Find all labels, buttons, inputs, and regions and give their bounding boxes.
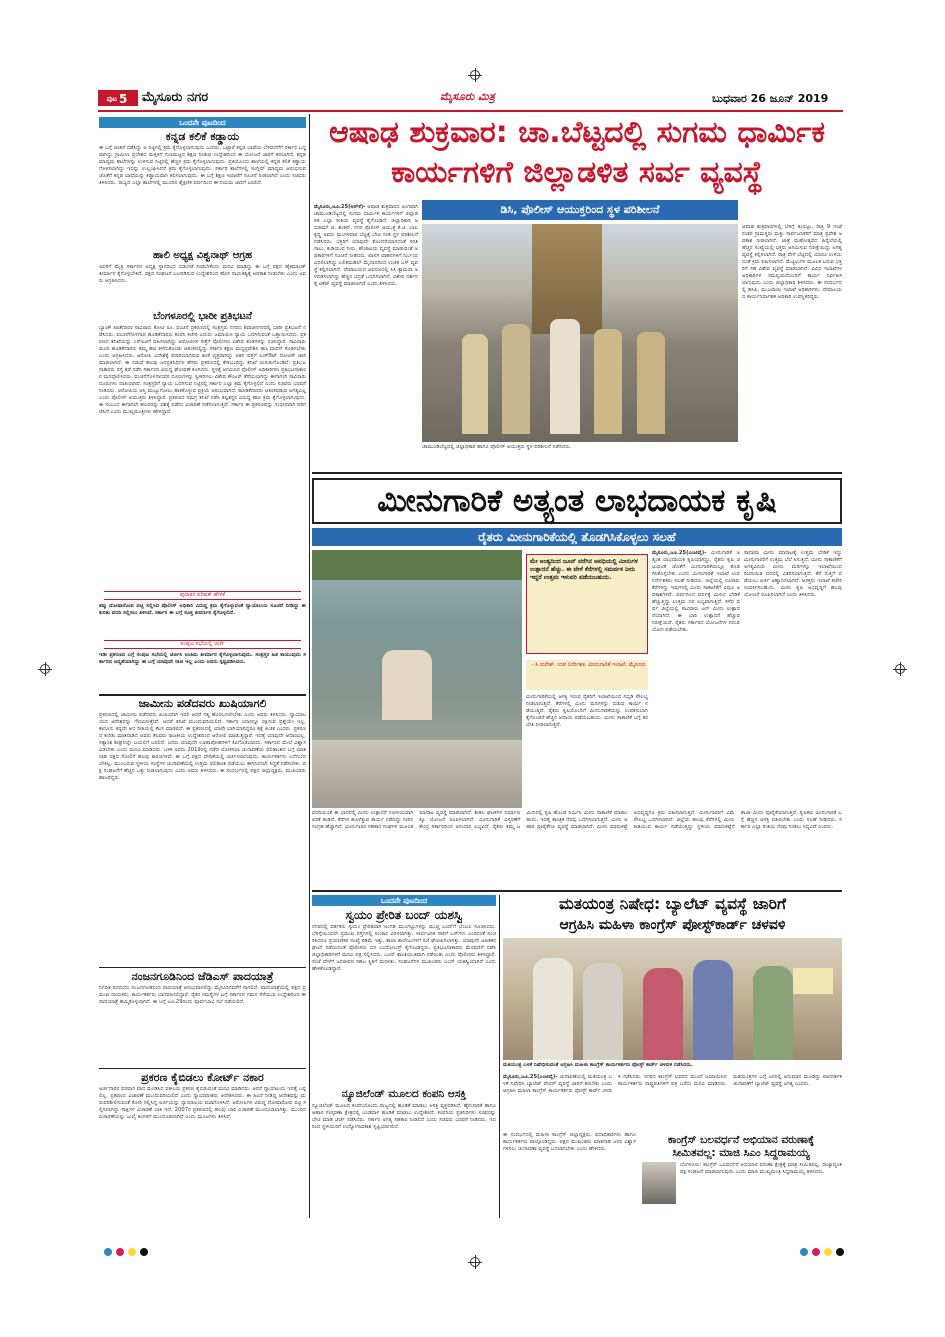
story-dateline: ಮೈಸೂರು,ಜೂ.25(ಆರ್‌ಕೆ)- xyxy=(314,204,366,210)
color-swatch xyxy=(812,1248,820,1256)
story-title-bengaluru-protest: ಬೆಂಗಳೂರಲ್ಲಿ ಭಾರೀ ಪ್ರತಿಭಟನೆ xyxy=(153,311,252,322)
continued-tag: ಒಂದನೇ ಪುಟದಿಂದ xyxy=(99,117,306,128)
column-rule xyxy=(309,114,310,1218)
person xyxy=(637,332,665,434)
inspection-photo xyxy=(422,224,738,442)
story-body: ನ್ಯೂಜಿಲೆಂಡ್ ಮೂಲದ ಕಂಪನಿಯೊಂದು ರಾಜ್ಯದಲ್ಲಿ ಹೂಡಿಕೆ ಮಾಡಲು ಆಸಕ್ತಿ ವ್ಯಕ್ತಪಡಿಸಿದೆ. ಹೈನುಗಾರಿಕೆ ಹಾಗೂ ಆಹಾರ ಸಂಸ್ಕರಣಾ ಕ್ಷೇತ್ರದಲ್ಲಿ ಬಂಡವಾಳ ಹೂಡಿಕೆ ಮಾಡಲು ಉದ್ದೇಶಿಸಿದೆ. ಕಂಪನಿಯ ಪ್ರತಿನಿಧಿಗಳು ಸಚಿವರನ್ನು ಭೇಟಿ ಮಾಡಿ ಚರ್ಚೆ ನಡೆಸಿದರು. ಸರ್ಕಾರ ಅಗತ್ಯ ಸಹಕಾರ ನೀಡಲಿದೆ ಎಂದು ಸಚಿವರು ಭರವಸೆ ನೀಡಿದರು. ಇದರಿಂದ ಸ್ಥಳೀಯರಿಗೆ ಉದ್ಯೋಗಾವಕಾಶ ಸೃಷ್ಟಿಯಾಗಲಿದೆ. xyxy=(312,1103,496,1130)
story-body: ಸಾದಾಪಾ ಮೀನು ಮಾರಾಟಕ್ಕೆ ಉತ್ತಮ ಬೇಡಿಕೆ ಇದ್ದು ಮೀನುಗಾರರಿಗೆ ಉತ್ತಮ ಬೆಲೆ ಸಿಗುತ್ತಿದೆ. ಮೀನು ಸಾಕಾಣಿಕೆಗೆ ಅಗತ್ಯವಿರುವ ಮೀನು ಮರಿಗಳನ್ನು ಇಲಾಖೆಯಿಂದ ರಿಯಾಯಿತಿ ದರದಲ್ಲಿ ವಿತರಿಸಲಾಗುತ್ತಿದೆ. ಕೆರೆ ಗುತ್ತಿಗೆ ಪಡೆಯಲು ಅರ್ಜಿ ಆಹ್ವಾನಿಸಲಾಗಿದೆ. ಆಸಕ್ತರು ಇಲಾಖೆ ಕಚೇರಿ ಸಂಪರ್ಕಿಸಬಹುದು. ಮೀನು ಕೃಷಿ ಅಭಿವೃದ್ಧಿಗೆ ಹಲವು ಯೋಜನೆ ರೂಪಿಸಲಾಗಿದೆ ಎಂದು ತಿಳಿಸಿದರು. xyxy=(744,550,842,598)
person xyxy=(382,650,432,720)
divider xyxy=(312,472,842,474)
continued-tag: ಒಂದನೇ ಪುಟದಿಂದ xyxy=(312,895,496,906)
story-body: ಇಡೀ ಪ್ರಕರಣದ ಬಗ್ಗೆ ಸಂಪುಟ ಸಭೆಯಲ್ಲಿ ಚರ್ಚಿಸಿ ಅಂತಿಮ ತೀರ್ಮಾನ ಕೈಗೊಳ್ಳಲಾಗುವುದು. ಸಂತ್ರಸ್ತರ ಹಿತ ಕಾಯುವುದು ಸರ್ಕಾರದ ಆದ್ಯತೆಯಾಗಿದ್ದು ಈ ಬಗ್ಗೆ ಯಾವುದೇ ರಾಜಿ ಇಲ್ಲ ಎಂದು ಅವರು ಸ್ಪಷ್ಟಪಡಿಸಿದರು. xyxy=(99,652,306,665)
fish-quote-box: ಮೇ ಅಂತ್ಯದಿಂದ ಜೂನ್ ವರೆಗಿನ ಅವಧಿಯಲ್ಲಿ ಮೀನುಗಳ ಉತ್ಪಾದನೆ ಹೆಚ್ಚು. ಈ ವೇಳೆ ಕೆರೆಗಳಲ್ಲಿ ಸಮರ್ಪಕ ನೀರು ಇದ್ದರೆ ಉತ್ತಮ ಇಳುವರಿ ಪಡೆಯಬಹುದು. xyxy=(526,554,648,654)
story-body: ಮೈಸೂರು,ಜೂ.25(ಎಂಟಿವೈ)- ಮೀನುಗಾರಿಕೆ ಅತ್ಯಂತ ಲಾಭದಾಯಕ ಕೃಷಿಯಾಗಿದ್ದು, ರೈತರು ಕೃಷಿ ಚಟುವಟಿಕೆ ಜೊತೆಗೆ ಮೀನುಗಾರಿಕೆಯಲ್ಲೂ ತೊಡಗಿಸಿಕೊಳ್ಳಬೇಕು ಎಂದು ಮೀನುಗಾರಿಕೆ ಇಲಾಖೆ ಉಪ ನಿರ್ದೇಶಕರು ಸಲಹೆ ನೀಡಿದರು. ಜಿಲ್ಲೆಯಲ್ಲಿ ನೂರಾರು ಕೆರೆಗಳಿದ್ದು ಇವುಗಳಲ್ಲಿ ಮೀನು ಸಾಕಾಣಿಕೆಗೆ ವಿಪುಲ ಅವಕಾಶಗಳಿವೆ. ವರ್ಷದಿಂದ ವರ್ಷಕ್ಕೆ ಮೀನಿನ ಬೇಡಿಕೆ ಹೆಚ್ಚುತ್ತಿದ್ದು ಉತ್ತಮ ದರ ಲಭ್ಯವಾಗುತ್ತಿದೆ. ಕಳೆದ ವರ್ಷ ಜಿಲ್ಲೆಯಲ್ಲಿ ಸಾವಿರಾರು ಟನ್ ಮೀನು ಉತ್ಪಾದನೆಯಾಗಿದೆ. ಈ ಬಾರಿ ಉತ್ಪಾದನೆ ಹೆಚ್ಚುವ ನಿರೀಕ್ಷೆಯಿದೆ. ರೈತರು ಸರ್ಕಾರದ ಯೋಜನೆಗಳ ಸದುಪಯೋಗ ಪಡೆಯಬೇಕು. xyxy=(652,550,740,633)
siddaramaiah-headline-line2: ಸೀಮಿತವಲ್ಲ: ಮಾಜಿ ಸಿಎಂ ಸಿದ್ದರಾಮಯ್ಯ xyxy=(672,1147,810,1159)
story-body: ನಗರದಲ್ಲಿ ವರ್ತಕರು ಸ್ವಯಂ ಪ್ರೇರಿತವಾಗಿ ಅಂಗಡಿ ಮುಂಗಟ್ಟುಗಳನ್ನು ಮುಚ್ಚಿ ಬಂದ್‌ಗೆ ಬೆಂಬಲ ಸೂಚಿಸಿದರು. ಬೆಳಿಗ್ಗೆಯಿಂದಲೇ ಪ್ರಮುಖ ರಸ್ತೆಗಳಲ್ಲಿ ಸಂಚಾರ ವಿರಳವಾಗಿತ್ತು. ಸಾರ್ವಜನಿಕ ಸಾರಿಗೆ ಬಸ್‌ಗಳು ಎಂದಿನಂತೆ ಸಂಚರಿಸಿದರೂ ಪ್ರಯಾಣಿಕರ ಸಂಖ್ಯೆ ಕಡಿಮೆ ಇತ್ತು. ಶಾಲಾ ಕಾಲೇಜುಗಳಿಗೆ ರಜೆ ಘೋಷಿಸಲಾಗಿತ್ತು. ಯಾವುದೇ ಅಹಿತಕರ ಘಟನೆ ನಡೆಯದಂತೆ ಪೊಲೀಸರು ಬಿಗಿ ಬಂದೋಬಸ್ತ್ ಕೈಗೊಂಡಿದ್ದರು. ಪ್ರತಿಭಟನಾಕಾರರು ಮೆರವಣಿಗೆ ನಡೆಸಿ ಜಿಲ್ಲಾಧಿಕಾರಿಗಳಿಗೆ ಮನವಿ ಪತ್ರ ಸಲ್ಲಿಸಿದರು. ಬಂದ್ ಶಾಂತಿಯುತವಾಗಿ ನಡೆಯಿತು ಎಂದು ಪೊಲೀಸರು ತಿಳಿಸಿದ್ದಾರೆ. ಸಂಜೆ ವೇಳೆಗೆ ಜನಜೀವನ ಸಹಜ ಸ್ಥಿತಿಗೆ ಮರಳಿತು. ಸಂಘಟನೆಗಳ ಮುಖಂಡರು ಬಂದ್ ಯಶಸ್ವಿಯಾಗಿದೆ ಎಂದು ಹೇಳಿಕೊಂಡಿದ್ದಾರೆ. xyxy=(312,924,496,972)
story-body: ಅರ್ಜಿದಾರರ ಪರವಾಗಿ ವಾದ ಮಂಡಿಸಿದ ವಕೀಲರು ಪ್ರಕರಣ ಕೈಬಿಡುವಂತೆ ಮನವಿ ಮಾಡಿದರು. ಆದರೆ ನ್ಯಾಯಾಲಯ ಇದಕ್ಕೆ ಒಪ್ಪಲಿಲ್ಲ. ಪ್ರಕರಣದ ವಿಚಾರಣೆ ಮುಂದುವರಿಯಲಿದೆ ಎಂದು ನ್ಯಾಯಾಧೀಶರು ಆದೇಶಿಸಿದರು. ಈ ಹಿಂದೆ ನೀಡಿದ್ದ ಆದೇಶವನ್ನು ಮರುಪರಿಶೀಲಿಸುವಂತೆ ಕೋರಿ ಸಲ್ಲಿಸಿದ್ದ ಅರ್ಜಿಯನ್ನು ನ್ಯಾಯಾಲಯ ವಜಾಗೊಳಿಸಿದೆ. ಆರೋಪಿಗಳ ವಿರುದ್ಧ ದೋಷಾರೋಪ ಪಟ್ಟಿ ಸಲ್ಲಿಸಲಾಗಿದ್ದು ಸಾಕ್ಷಿಗಳ ವಿಚಾರಣೆ ಬಾಕಿ ಇದೆ. 2007ರ ಪ್ರಕರಣದಲ್ಲಿ ಹಲವು ಬಾರಿ ವಿಚಾರಣೆ ಮುಂದೂಡಲಾಗಿತ್ತು. ಮುಂದಿನ ವಿಚಾರಣೆಯನ್ನು ಜುಲೈ ತಿಂಗಳಿಗೆ ಮುಂದೂಡಲಾಗಿದೆ ಎಂದು ಮೂಲಗಳು ತಿಳಿಸಿವೆ. xyxy=(99,1086,306,1120)
person xyxy=(643,968,683,1060)
color-swatch xyxy=(128,1248,136,1256)
temple-gopura xyxy=(532,224,602,334)
person xyxy=(693,960,733,1060)
registration-mark xyxy=(40,664,50,674)
top-story-headline-line1: ಆಷಾಢ ಶುಕ್ರವಾರ: ಚಾ.ಬೆಟ್ಟದಲ್ಲಿ ಸುಗಮ ಧಾರ್ಮಿಕ xyxy=(328,115,826,150)
color-swatch xyxy=(836,1248,844,1256)
column-rule xyxy=(499,895,500,1218)
fish-harvest-photo xyxy=(312,550,522,808)
divider xyxy=(99,967,306,968)
header-rule xyxy=(98,110,843,112)
story-body: ಈ ಸಂದರ್ಭದಲ್ಲಿ ಮಹಿಳಾ ಕಾಂಗ್ರೆಸ್ ಜಿಲ್ಲಾಧ್ಯಕ್ಷರು, ಪದಾಧಿಕಾರಿಗಳು ಹಾಗೂ ಕಾರ್ಯಕರ್ತರು ಪಾಲ್ಗೊಂಡಿದ್ದರು. ಪಕ್ಷದ ಮುಖಂಡರು ಮಾತನಾಡಿ ಜನರ ವಿಶ್ವಾಸ ಗಳಿಸಲು ಚುನಾವಣಾ ವ್ಯವಸ್ಥೆ ಬದಲಾಗಬೇಕು ಎಂದು ಹೇಳಿದರು. xyxy=(503,1132,636,1152)
story-title-court-refusal: ಪ್ರಕರಣ ಕೈಬಿಡಲು ಕೋರ್ಟ್ ನಕಾರ xyxy=(141,1071,264,1084)
pullquote-banner: ಸಂಪುಟ ಸಭೆಯಲ್ಲಿ ಚರ್ಚೆ xyxy=(104,640,301,649)
color-swatch xyxy=(140,1248,148,1256)
color-swatch xyxy=(824,1248,832,1256)
story-body: ಮೈಸೂರು,ಜೂ.25(ಆರ್‌ಕೆ)- ಆಷಾಢ ಶುಕ್ರವಾರದ ಅಂಗವಾಗಿ ಚಾಮುಂಡಿಬೆಟ್ಟದಲ್ಲಿ ಸುಗಮ ಧಾರ್ಮಿಕ ಕಾರ್ಯಗಳಿಗೆ ಜಿಲ್ಲಾಡಳಿತ ಎಲ್ಲಾ ರೀತಿಯ ವ್ಯವಸ್ಥೆ ಕೈಗೊಂಡಿದೆ. ಜಿಲ್ಲಾಧಿಕಾರಿ ಅಭಿರಾಮ್ ಜಿ. ಶಂಕರ್, ನಗರ ಪೊಲೀಸ್ ಆಯುಕ್ತ ಕೆ.ಟಿ. ಬಾಲಕೃಷ್ಣ ಅವರು ಮಂಗಳವಾರ ಬೆಟ್ಟಕ್ಕೆ ಭೇಟಿ ನೀಡಿ ಸ್ಥಳ ಪರಿಶೀಲನೆ ನಡೆಸಿದರು. ಭಕ್ತರಿಗೆ ಯಾವುದೇ ತೊಂದರೆಯಾಗದಂತೆ ಸರತಿ ಸಾಲು, ಕುಡಿಯುವ ನೀರು, ಶೌಚಾಲಯ ವ್ಯವಸ್ಥೆ ಮಾಡುವಂತೆ ಅಧಿಕಾರಿಗಳಿಗೆ ಸೂಚನೆ ನೀಡಿದರು. ಖಾಸಗಿ ವಾಹನಗಳಿಗೆ ನಿರ್ಬಂಧ ವಿಧಿಸಲಾಗಿದ್ದು ಲಲಿತಮಹಲ್ ಮೈದಾನದಿಂದ ಉಚಿತ ಬಸ್ ವ್ಯವಸ್ಥೆ ಕಲ್ಪಿಸಲಾಗಿದೆ. ದೇವಾಲಯದ ಆವರಣದಲ್ಲಿ ಸಿಸಿ ಕ್ಯಾಮರಾ ಅಳವಡಿಸಲಾಗಿದ್ದು ಹೆಚ್ಚಿನ ಭದ್ರತೆ ಒದಗಿಸಲಾಗಿದೆ. ವಿಶೇಷ ದರ್ಶನಕ್ಕೆ ಟಿಕೆಟ್ ವ್ಯವಸ್ಥೆ ಮಾಡಲಾಗಿದೆ ಎಂದು ತಿಳಿಸಿದರು. xyxy=(314,204,418,287)
story-dateline: ಮೈಸೂರು,ಜೂ.25(ಎಂಟಿವೈ)- xyxy=(652,550,707,556)
person xyxy=(533,958,573,1060)
divider xyxy=(99,1068,306,1069)
story-title-jds-padayatra: ನಂಜನಗೂಡಿನಿಂದ ಜೆಡಿಎಸ್ ಪಾದಯಾತ್ರೆ xyxy=(131,970,274,983)
section-title: ಮೈಸೂರು ನಗರ xyxy=(142,90,209,105)
page-label: ಪುಟ xyxy=(106,94,117,103)
person xyxy=(550,319,580,434)
story-dateline: ಮೈಸೂರು,ಜೂ.25(ಎಂಟಿವೈ)- xyxy=(503,1074,558,1080)
pullquote-banner: ಪುರಾತನ ಪರಿಷತ್ ಹೇಳಿಕೆ xyxy=(104,591,301,600)
photo-caption: ಚಾಮುಂಡಿಬೆಟ್ಟದಲ್ಲಿ ಜಿಲ್ಲಾಧಿಕಾರಿ ಹಾಗೂ ಪೊಲೀಸ್ ಆಯುಕ್ತರು ಸ್ಥಳ ಪರಿಶೀಲನೆ ನಡೆಸಿದರು. xyxy=(422,444,572,450)
person xyxy=(462,334,488,434)
story-title-bail: ಜಾಮೀನು ಪಡೆದವರು ಖುಷಿಯಾಗಲಿ xyxy=(138,697,267,710)
page-number-badge xyxy=(98,90,138,106)
fish-quote-attribution: - ಸಿ.ಸುರೇಶ್, ಉಪ ನಿರ್ದೇಶಕ, ಮೀನುಗಾರಿಕೆ ಇಲಾಖೆ, ಮೈಸೂರು xyxy=(526,660,648,690)
person xyxy=(753,966,793,1060)
story-body: ಆಷಾಢ ಶುಕ್ರವಾರಗಳಲ್ಲಿ ಬೆಳಿಗ್ಗೆ ತಂಬಿಟ್ಟು, ರಾತ್ರಿ 9 ಗಂಟೆ ನಂತರ ಗ್ರಾಮಸ್ಥರು ಮತ್ತು ಸಾರ್ವಜನಿಕರಿಗೆ ಮಾತ್ರ ಪ್ರವೇಶ ಅವಕಾಶ ನೀಡಲಾಗಿದೆ. ಜಾತ್ರೆ ಮಹೋತ್ಸವದ ಹಿನ್ನೆಲೆಯಲ್ಲಿ ಹೆಚ್ಚಿನ ಸಂಖ್ಯೆಯಲ್ಲಿ ಭಕ್ತರು ಆಗಮಿಸುವ ನಿರೀಕ್ಷೆಯಿದ್ದು ಅಗತ್ಯ ವ್ಯವಸ್ಥೆ ಕಲ್ಪಿಸಲಾಗಿದೆ. ರಾತ್ರಿ ವೇಳೆ ಬೆಟ್ಟದಲ್ಲಿ ಯಾರೂ ಉಳಿಯದಂತೆ ಕ್ರಮ ವಹಿಸಲಾಗಿದೆ. ಮೆಟ್ಟಿಲುಗಳ ಮೂಲಕ ಬರುವ ಭಕ್ತರಿಗೆ ಸಹ ವಿಶೇಷ ವ್ಯವಸ್ಥೆ ಮಾಡಲಾಗಿದೆ. ವಿವಿಧ ಇಲಾಖೆಗಳ ಅಧಿಕಾರಿಗಳ ಸಮನ್ವಯದೊಂದಿಗೆ ಕಾರ್ಯ ನಿರ್ವಹಿಸಲಾಗುವುದು ಎಂದು ಜಿಲ್ಲಾಧಿಕಾರಿ ತಿಳಿಸಿದರು. ಈ ಸಂದರ್ಭದಲ್ಲಿ ಡಿಸಿಪಿ, ಮುಜರಾಯಿ ಇಲಾಖೆ ಅಧಿಕಾರಿಗಳು, ದೇವಾಲಯದ ಕಾರ್ಯನಿರ್ವಾಹಕ ಅಧಿಕಾರಿ ಉಪಸ್ಥಿತರಿದ್ದರು. xyxy=(742,224,842,300)
story-body: ಬ್ಯಾಂಕ್ ಖಾತೆದಾರರ ಸಾವಿರಾರು ಕೋಟಿ ರೂ. ವಂಚನೆ ಪ್ರಕರಣದಲ್ಲಿ ಸಂತ್ರಸ್ತರು ನಗರದ ಶಿವಾಜಿನಗರದಲ್ಲಿ ಭಾರೀ ಪ್ರತಿಭಟನೆ ನಡೆಸಿದರು. ವಂಚನೆಗೊಳಗಾದ ಹೂಡಿಕೆದಾರರು ಕಂಪನಿ ಕಚೇರಿ ಎದುರು ಜಮಾಯಿಸಿ ನ್ಯಾಯ ಒದಗಿಸುವಂತೆ ಒತ್ತಾಯಿಸಿದರು. ಪ್ರಕರಣದ ತನಿಖೆಯನ್ನು ಎಸ್‌ಐಟಿಗೆ ವಹಿಸಲಾಗಿದ್ದು ಆರೋಪಿಗಳ ಪತ್ತೆಗೆ ಪೊಲೀಸರು ವಿಶೇಷ ತಂಡಗಳನ್ನು ರಚಿಸಿದ್ದಾರೆ. ಸಾವಿರಾರು ಮಂದಿ ಹೂಡಿಕೆದಾರರು ತಮ್ಮ ಹಣ ಕಳೆದುಕೊಂಡು ಆತಂಕದಲ್ಲಿದ್ದು ಸರ್ಕಾರ ತಕ್ಷಣ ಮಧ್ಯಪ್ರವೇಶಿಸಿ ಹಣ ವಾಪಸ್ ಕೊಡಿಸಬೇಕು ಎಂದು ಆಗ್ರಹಿಸಿದರು. ಆರೋಪಿ ವಿದೇಶಕ್ಕೆ ಪರಾರಿಯಾಗಿರುವ ಶಂಕೆ ವ್ಯಕ್ತವಾಗಿದ್ದು ಆತನ ಪತ್ತೆಗೆ ಲುಕ್‌ಔಟ್ ನೋಟಿಸ್ ಜಾರಿ ಮಾಡಲಾಗಿದೆ. ಈ ನಡುವೆ ಹಲವು ಜನಪ್ರತಿನಿಧಿಗಳ ಹೆಸರು ಪ್ರಕರಣದಲ್ಲಿ ಕೇಳಿಬಂದಿದ್ದು ತನಿಖೆ ಚುರುಕುಗೊಂಡಿದೆ. ಪ್ರತಿಭಟನಾಕಾರರು ರಸ್ತೆ ತಡೆ ನಡೆಸಿ ಸರ್ಕಾರದ ವಿರುದ್ಧ ಘೋಷಣೆ ಕೂಗಿದರು. ಸ್ಥಳಕ್ಕೆ ಆಗಮಿಸಿದ ಪೊಲೀಸ್ ಅಧಿಕಾರಿಗಳು ಪ್ರತಿಭಟನಾಕಾರರ ಮನವೊಲಿಸಿದರು. ವಂಚನೆಗೊಳಗಾದವರ ದೂರುಗಳನ್ನು ಸ್ವೀಕರಿಸಲು ವಿಶೇಷ ಕೌಂಟರ್ ತೆರೆಯಲಾಗಿದ್ದು ಈಗಾಗಲೇ ಸಾವಿರಾರು ದೂರುಗಳು ದಾಖಲಾಗಿವೆ. ಸಂತ್ರಸ್ತರಿಗೆ ನ್ಯಾಯ ಒದಗಿಸುವ ನಿಟ್ಟಿನಲ್ಲಿ ಸರ್ಕಾರ ಎಲ್ಲಾ ಕ್ರಮ ಕೈಗೊಳ್ಳಲಿದೆ ಎಂದು ಸಚಿವರು ಭರವಸೆ ನೀಡಿದರು. ಆರೋಪಿಯ ಆಸ್ತಿ ಮುಟ್ಟುಗೋಲು ಹಾಕಿಕೊಳ್ಳುವ ಪ್ರಕ್ರಿಯೆ ಆರಂಭವಾಗಿದೆ. ಹೂಡಿಕೆದಾರರು ಆತಂಕಪಡುವ ಅಗತ್ಯವಿಲ್ಲ ಎಂದು ಪೊಲೀಸ್ ಆಯುಕ್ತರು ತಿಳಿಸಿದ್ದಾರೆ. ಪ್ರಕರಣದ ಸಮಗ್ರ ತನಿಖೆ ನಡೆಸಿ ತಪ್ಪಿತಸ್ಥರ ವಿರುದ್ಧ ಕಠಿಣ ಕ್ರಮ ಕೈಗೊಳ್ಳಲಾಗುವುದು. ಈ ಸಂಬಂಧ ಈಗಾಗಲೇ ಹಲವರನ್ನು ವಶಕ್ಕೆ ಪಡೆದು ವಿಚಾರಣೆ ನಡೆಸಲಾಗುತ್ತಿದೆ. ಸರ್ಕಾರ ಈ ಪ್ರಕರಣವನ್ನು ಗಂಭೀರವಾಗಿ ಪರಿಗಣಿಸಿದೆ ಎಂದು ಮುಖ್ಯಮಂತ್ರಿಗಳು ಹೇಳಿದ್ದಾರೆ. xyxy=(99,325,306,415)
story-title-bandh: ಸ್ವಯಂ ಪ್ರೇರಿತ ಬಂದ್ ಯಶಸ್ವಿ xyxy=(345,908,463,922)
person xyxy=(583,963,623,1060)
story-body: ತಪ್ಪು ದೋಷಾರೋಪ ಪಟ್ಟಿ ಸಲ್ಲಿಸಿದ ಪೊಲೀಸ್ ಅಧಿಕಾರಿ ವಿರುದ್ಧ ಕ್ರಮ ಕೈಗೊಳ್ಳುವಂತೆ ನ್ಯಾಯಾಲಯ ಸೂಚನೆ ನೀಡಿದ್ದು ಈ ಕುರಿತು ವರದಿ ಸಲ್ಲಿಸಲು ತಿಳಿಸಿದೆ. ಸರ್ಕಾರ ಈ ಬಗ್ಗೆ ಸೂಕ್ತ ತೀರ್ಮಾನ ಕೈಗೊಳ್ಳಲಿದೆ. xyxy=(99,603,306,616)
story-body: ಮೀನುಗಾರಿಕೆಯಲ್ಲಿ ಆಸಕ್ತಿ ಇರುವ ರೈತರಿಗೆ ಇಲಾಖೆಯಿಂದ ಸಬ್ಸಿಡಿ ಸೌಲಭ್ಯ ನೀಡಲಾಗುತ್ತಿದೆ. ಕೆರೆಗಳಲ್ಲಿ ಮೀನು ಮರಿಗಳನ್ನು ಬಿಡುವ ಕಾರ್ಯ ನಡೆಯುತ್ತಿದೆ. ರೈತರು ಕೃಷಿಯೊಂದಿಗೆ ಮೀನುಗಾರಿಕೆಯನ್ನು ಉಪಕಸುಬಾಗಿ ಕೈಗೊಂಡರೆ ಹೆಚ್ಚಿನ ಆದಾಯ ಪಡೆಯಬಹುದು. ಮೀನು ಸಾಕಾಣಿಕೆ ಬಗ್ಗೆ ತರಬೇತಿ ನೀಡಲಾಗುತ್ತದೆ. xyxy=(526,694,648,728)
page-number: 5 xyxy=(118,91,128,106)
tree-line xyxy=(312,550,522,580)
siddaramaiah-headline xyxy=(640,1134,842,1160)
story-title-newzealand: ನ್ಯೂಜಿಲೆಂಡ್ ಮೂಲದ ಕಂಪನಿ ಆಸಕ್ತಿ xyxy=(341,1088,467,1100)
siddaramaiah-portrait xyxy=(642,1162,676,1204)
top-story-headline-line2: ಕಾರ್ಯಗಳಿಗೆ ಜಿಲ್ಲಾಡಳಿತ ಸರ್ವ ವ್ಯವಸ್ಥೆ xyxy=(391,155,763,190)
registration-mark xyxy=(470,70,480,80)
story-body: ಮೈಸೂರು,ಜೂ.25(ಎಂಟಿವೈ)- ಚುನಾವಣೆಯಲ್ಲಿ ಮತಯಂತ್ರ ಬಳಕೆ ನಿಷೇಧಿಸಿ ಬ್ಯಾಲೆಟ್ ಪೇಪರ್ ವ್ಯವಸ್ಥೆ ಜಾರಿಗೆ ತರಬೇಕು ಎಂದು ಆಗ್ರಹಿಸಿ ಮಹಿಳಾ ಕಾಂಗ್ರೆಸ್ ಕಾರ್ಯಕರ್ತರು ಪೋಸ್ಟ್ ಕಾರ್ಡ್ ಚಳವಳಿ ನಡೆಸಿದರು. ನಗರದ ಕಾಂಗ್ರೆಸ್ ಭವನದ ಮುಂದೆ ಜಮಾಯಿಸಿದ ಕಾರ್ಯಕರ್ತರು ರಾಷ್ಟ್ರಪತಿಗಳಿಗೆ ಪತ್ರ ಬರೆದು ಮನವಿ ಮಾಡಿದರು. ಮತಯಂತ್ರಗಳ ಬಗ್ಗೆ ಜನರಲ್ಲಿ ಅನುಮಾನ ಮೂಡಿದ್ದು ಪಾರದರ್ಶಕ ಚುನಾವಣೆಗೆ ಬ್ಯಾಲೆಟ್ ವ್ಯವಸ್ಥೆ ಅಗತ್ಯ ಎಂದರು. xyxy=(503,1074,842,1094)
story-body: ಬೆಂಗಳೂರು: ಕಾಂಗ್ರೆಸ್ ಬಲವರ್ಧನೆ ಅಭಿಯಾನ ವರುಣಾ ಕ್ಷೇತ್ರಕ್ಕೆ ಮಾತ್ರ ಸೀಮಿತವಲ್ಲ. ರಾಜ್ಯಾದ್ಯಂತ ಪಕ್ಷ ಸಂಘಟನೆ ಮಾಡಲಾಗುವುದು ಎಂದು ಮಾಜಿ ಮುಖ್ಯಮಂತ್ರಿ ಸಿದ್ದರಾಮಯ್ಯ ತಿಳಿಸಿದರು. xyxy=(680,1162,842,1175)
protest-headline-line2: ಆಗ್ರಹಿಸಿ ಮಹಿಳಾ ಕಾಂಗ್ರೆಸ್ ಪೋಸ್ಟ್‌ಕಾರ್ಡ್ ಚಳವಳಿ xyxy=(559,917,786,933)
person xyxy=(502,324,530,434)
protest-headline-line1: ಮತಯಂತ್ರ ನಿಷೇಧ: ಬ್ಯಾಲೆಟ್ ವ್ಯವಸ್ಥೆ ಜಾರಿಗೆ xyxy=(559,895,786,913)
registration-mark xyxy=(895,664,905,674)
top-story-subhead: ಡಿಸಿ, ಪೊಲೀಸ್ ಆಯುಕ್ತರಿಂದ ಸ್ಥಳ ಪರಿಶೀಲನೆ xyxy=(422,200,738,220)
fish-story-headline: ಮೀನುಗಾರಿಕೆ ಅತ್ಯಂತ ಲಾಭದಾಯಕ ಕೃಷಿ xyxy=(377,483,777,519)
story-body: ನಿಗದಿತ ದಿನದಂದು ನಂಜನಗೂಡಿನಿಂದ ಪಾದಯಾತ್ರೆ ಆರಂಭವಾಗಲಿದ್ದು ಮೈಸೂರಿನವರೆಗೆ ಸಾಗಲಿದೆ. ಪಾದಯಾತ್ರೆಯಲ್ಲಿ ಪಕ್ಷದ ಪ್ರಮುಖ ನಾಯಕರು, ಕಾರ್ಯಕರ್ತರು ಭಾಗವಹಿಸಲಿದ್ದಾರೆ. ರೈತರ ಸಮಸ್ಯೆಗಳ ಬಗ್ಗೆ ಸರ್ಕಾರದ ಗಮನ ಸೆಳೆಯುವ ಉದ್ದೇಶದಿಂದ ಈ ಪಾದಯಾತ್ರೆ ಹಮ್ಮಿಕೊಳ್ಳಲಾಗಿದೆ. ಈ ಬಗ್ಗೆ ಜೂ.29ರಂದು ಪೂರ್ವಭಾವಿ ಸಭೆ ನಡೆಯಲಿದೆ. xyxy=(99,985,306,1005)
story-body: ಪ್ರಕರಣದಲ್ಲಿ ಜಾಮೀನು ಪಡೆದವರು ಖುಷಿಯಾಗಿ ಇರಲಿ ಆದರೆ ಸತ್ಯ ಹೊರಬರಲೇಬೇಕು ಎಂದು ಅವರು ತಿಳಿಸಿದರು. ನ್ಯಾಯಾಲಯದ ಆದೇಶವನ್ನು ಗೌರವಿಸುತ್ತೇವೆ. ಆದರೆ ತನಿಖೆ ಮುಂದುವರಿಯಲಿದೆ. ಸರ್ಕಾರ ಯಾರನ್ನೂ ರಕ್ಷಿಸುವ ಪ್ರಶ್ನೆಯೇ ಇಲ್ಲ. ಕಾನೂನು ತನ್ನದೇ ಆದ ರೀತಿಯಲ್ಲಿ ಕೆಲಸ ಮಾಡಲಿದೆ. ಈ ಪ್ರಕರಣದಲ್ಲಿ ಯಾರೇ ಭಾಗಿಯಾಗಿದ್ದರೂ ಶಿಕ್ಷೆ ಖಚಿತ ಎಂದರು. ಪ್ರಕರಣದ ಕುರಿತು ಮಾತನಾಡಿದ ಅವರು ಕೆಲವರು ರಾಜಕೀಯ ಉದ್ದೇಶದಿಂದ ಆರೋಪ ಮಾಡುತ್ತಿದ್ದಾರೆ. ಇದಕ್ಕೆ ಯಾವುದೇ ಆಧಾರವಿಲ್ಲ. ಸತ್ಯಾಂಶ ಶೀಘ್ರದಲ್ಲೇ ಬಯಲಿಗೆ ಬರಲಿದೆ. ಜನರು ಯಾವುದೇ ಊಹಾಪೋಹಗಳಿಗೆ ಕಿವಿಗೊಡಬಾರದು. ಸರ್ಕಾರದ ಮೇಲೆ ವಿಶ್ವಾಸವಿಡಬೇಕು ಎಂದು ಮನವಿ ಮಾಡಿದರು. ಬಳಿಕ ಅವರು 2019ರಲ್ಲಿ ನಡೆದ ಲೋಕಸಭಾ ಚುನಾವಣೆಯ ಫಲಿತಾಂಶದ ಬಗ್ಗೆ ಮಾತನಾಡಿ ಪಕ್ಷದ ಸೋಲಿಗೆ ಹಲವು ಕಾರಣಗಳಿವೆ. ಈ ಬಗ್ಗೆ ಪಕ್ಷದ ವೇದಿಕೆಯಲ್ಲಿ ಚರ್ಚಿಸಲಾಗುವುದು. ಕಾರ್ಯಕರ್ತರು ಎದೆಗುಂದಬೇಕಿಲ್ಲ. ಮುಂಬರುವ ಸ್ಥಳೀಯ ಸಂಸ್ಥೆಗಳ ಚುನಾವಣೆಯಲ್ಲಿ ಉತ್ತಮ ಫಲಿತಾಂಶ ಪಡೆಯಲು ಈಗಿನಿಂದಲೇ ಸಿದ್ಧತೆ ನಡೆಸಬೇಕು. ಪಕ್ಷ ಸಂಘಟನೆಗೆ ಹೆಚ್ಚಿನ ಒತ್ತು ನೀಡಲಾಗುವುದು ಎಂದು ಅವರು ತಿಳಿಸಿದರು. ಈ ಸಂದರ್ಭದಲ್ಲಿ ಪಕ್ಷದ ಜಿಲ್ಲಾಧ್ಯಕ್ಷರು, ಮುಖಂಡರು ಹಾಜರಿದ್ದರು. xyxy=(99,712,306,781)
protest-photo-caption: ಮತಯಂತ್ರ ಬಳಕೆ ನಿಷೇಧಿಸುವಂತೆ ಆಗ್ರಹಿಸಿ ಮಹಿಳಾ ಕಾಂಗ್ರೆಸ್ ಕಾರ್ಯಕರ್ತರು ಪೋಸ್ಟ್ ಕಾರ್ಡ್ ಚಳವಳಿ ನಡೆಸಿದರು. xyxy=(503,1062,693,1068)
story-body: ಈ ಬಗ್ಗೆ ಚಿಂತನೆ ನಡೆಸಿದ್ದು ಆ ನಿಟ್ಟಿನಲ್ಲಿ ಕ್ರಮ ಕೈಗೊಳ್ಳಲಾಗುವುದು ಎಂದರು. ಒಟ್ಟಾರೆ ಕನ್ನಡ ಭಾಷೆಯ ಬೆಳವಣಿಗೆಗೆ ಸರ್ಕಾರ ಬದ್ಧವಾಗಿದ್ದು ಗ್ರಾಮೀಣ ಪ್ರದೇಶದ ಮಕ್ಕಳಿಗೆ ಗುಣಮಟ್ಟದ ಶಿಕ್ಷಣ ನೀಡುವ ಉದ್ದೇಶದಿಂದ ಈ ಯೋಜನೆ ಜಾರಿಗೆ ತರಲಾಗಿದೆ. ಕನ್ನಡ ಮಾಧ್ಯಮ ಶಾಲೆಗಳನ್ನು ಉಳಿಸುವ ನಿಟ್ಟಿನಲ್ಲಿ ಹೆಚ್ಚಿನ ಕ್ರಮ ಕೈಗೊಳ್ಳಲಾಗುವುದು. ಪ್ರತಿಯೊಂದು ಶಾಲೆಯಲ್ಲಿ ಕನ್ನಡ ಕಲಿಕೆ ಕಡ್ಡಾಯಗೊಳಿಸಲಾಗಿದ್ದು ಇದನ್ನು ಉಲ್ಲಂಘಿಸಿದರೆ ಕ್ರಮ ಕೈಗೊಳ್ಳಲಾಗುವುದು. ಸರ್ಕಾರಿ ಶಾಲೆಗಳಲ್ಲಿ ಇಂಗ್ಲಿಷ್ ಮಾಧ್ಯಮ ಆರಂಭಿಸುವ ಜೊತೆಗೆ ಕನ್ನಡ ಭಾಷೆಯನ್ನು ಕಡ್ಡಾಯವಾಗಿ ಕಲಿಸಲಾಗುವುದು. ಈ ಬಗ್ಗೆ ಶಿಕ್ಷಣ ಇಲಾಖೆಗೆ ಸೂಚನೆ ನೀಡಲಾಗಿದೆ ಎಂದು ಸಚಿವರು ತಿಳಿಸಿದರು. ರಾಜ್ಯದ ಎಲ್ಲಾ ಶಾಲೆಗಳಲ್ಲಿ ಮುಂದಿನ ಶೈಕ್ಷಣಿಕ ವರ್ಷದಿಂದ ಈ ನಿಯಮ ಜಾರಿಗೆ ಬರಲಿದೆ. xyxy=(99,145,306,186)
story-body: ಅವರಿಗೆ ಮೈತ್ರಿ ಸರ್ಕಾರದ ಅಧ್ಯಕ್ಷ ಸ್ಥಾನದಿಂದ ಬಿಡುಗಡೆ ನೀಡಬೇಕೆಂದು ಮನವಿ ಮಾಡಿದ್ದು ಈ ಬಗ್ಗೆ ಪಕ್ಷದ ಹೈಕಮಾಂಡ್ ತೀರ್ಮಾನ ಕೈಗೊಳ್ಳಬೇಕಿದೆ. ಪಕ್ಷದ ಸಂಘಟನೆ ಬಲಪಡಿಸುವ ಉದ್ದೇಶದಿಂದ ಹೊಸ ನಾಯಕತ್ವಕ್ಕೆ ಅವಕಾಶ ನೀಡಬೇಕು ಎಂದು ಅವರು ಆಗ್ರಹಿಸಿದರು. xyxy=(99,264,306,284)
story-body: ವರದಿಯಂತೆ ಈ ಭಾಗದಲ್ಲಿ ಮೀನು ಉತ್ಪಾದನೆ ಗಣನೀಯವಾಗಿ ಏರಿಕೆ ಕಂಡಿದೆ. ಕೆರೆಗಳ ಹೂಳೆತ್ತುವ ಕಾರ್ಯ ನಡೆದಿದ್ದು ನೀರಿನ ಸಂಗ್ರಹ ಹೆಚ್ಚಾಗಿದೆ. ಮೀನುಗಾರರ ಸಹಕಾರ ಸಂಘಗಳ ಮೂಲಕ ಮಾರಾಟ ವ್ಯವಸ್ಥೆ ಮಾಡಲಾಗಿದೆ. ಶೀತಲ ಘಟಕಗಳ ನಿರ್ಮಾಣಕ್ಕೂ ಯೋಜನೆ ರೂಪಿಸಲಾಗಿದೆ. ಮೀನುಗಾರಿಕೆ ವಿಸ್ತರಣೆಗೆ ಕೇಂದ್ರ ಸರ್ಕಾರದಿಂದ ಅನುದಾನ ಲಭ್ಯವಿದೆ. ರೈತರು ತಮ್ಮ ಜಮೀನಿನಲ್ಲಿ ಕೃಷಿ ಹೊಂಡ ನಿರ್ಮಿಸಿ ಮೀನು ಸಾಕಾಣಿಕೆ ಮಾಡಬಹುದು. ಇದಕ್ಕೆ ತಾಂತ್ರಿಕ ನೆರವು ಒದಗಿಸಲಾಗುತ್ತದೆ. ಮೀನು ಆಹಾರ ಪೂರೈಕೆಗೂ ವ್ಯವಸ್ಥೆ ಮಾಡಲಾಗಿದೆ. ಮೀನು ಮಾರುಕಟ್ಟೆ ಅಭಿವೃದ್ಧಿಗೂ ಕ್ರಮ ವಹಿಸಲಾಗುತ್ತಿದೆ. ಮೀನುಗಾರರಿಗೆ ವಿಮೆ ಸೌಲಭ್ಯ ಒದಗಿಸಲಾಗಿದೆ. ಜಿಲ್ಲೆಯ ಹಲವು ಕೆರೆಗಳಲ್ಲಿ ಮೀನು ಹಿಡಿಯುವ ಕಾರ್ಯ ನಡೆಯುತ್ತಿದ್ದು ಸ್ಥಳೀಯ ಮಾರುಕಟ್ಟೆಗೆ ತಾಜಾ ಮೀನು ಪೂರೈಕೆಯಾಗುತ್ತಿದೆ. ಕೃಷಿಕರು ಮೀನುಗಾರಿಕೆ ಬಗ್ಗೆ ಹೆಚ್ಚಿನ ಆಸಕ್ತಿ ವಹಿಸಬೇಕು ಎಂದು ಸಲಹೆ ನೀಡಿದರು. ಸರ್ಕಾರ ಎಲ್ಲಾ ರೀತಿಯ ನೆರವು ನೀಡಲು ಸಿದ್ಧವಿದೆ ಎಂದರು. xyxy=(312,810,842,830)
color-swatch xyxy=(800,1248,808,1256)
story-title-vishwanath: ಹಾಲಿ ಅಧ್ಯಕ್ಷ ವಿಶ್ವನಾಥ್ ಆಗ್ರಹ xyxy=(153,250,252,261)
story-title-kannada-mandatory: ಕನ್ನಡ ಕಲಿಕೆ ಕಡ್ಡಾಯ xyxy=(165,130,240,143)
protest-photo xyxy=(503,938,842,1060)
placard xyxy=(793,968,833,994)
color-swatch xyxy=(116,1248,124,1256)
divider xyxy=(312,890,842,892)
color-swatch xyxy=(104,1248,112,1256)
issue-date: ಬುಧವಾರ 26 ಜೂನ್ 2019 xyxy=(712,92,829,105)
masthead-logo: ಮೈಸೂರು ಮಿತ್ರ xyxy=(440,90,495,103)
registration-mark xyxy=(470,1257,480,1267)
fish-story-subhead: ರೈತರು ಮೀನುಗಾರಿಕೆಯಲ್ಲಿ ತೊಡಗಿಸಿಕೊಳ್ಳಲು ಸಲಹೆ xyxy=(312,528,842,546)
fish-pile xyxy=(312,740,522,808)
siddaramaiah-headline-line1: ಕಾಂಗ್ರೆಸ್ ಬಲವರ್ಧನೆ ಅಭಿಯಾನ ವರುಣಾಕ್ಕೆ xyxy=(667,1134,815,1146)
person xyxy=(594,329,622,434)
divider xyxy=(99,694,306,696)
